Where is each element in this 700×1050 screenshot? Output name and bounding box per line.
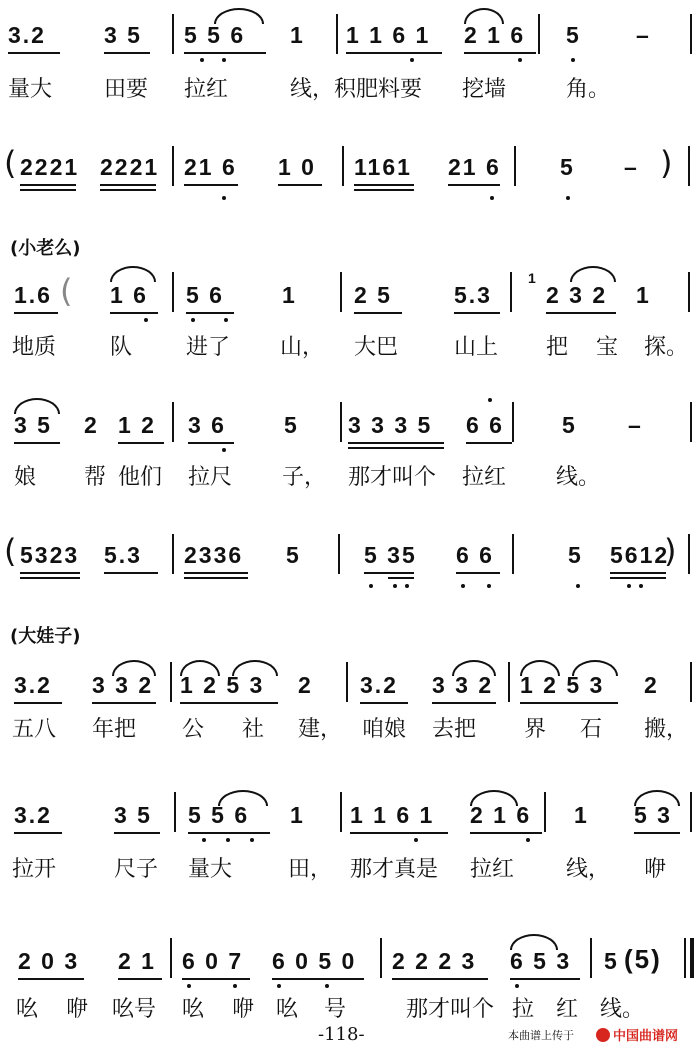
slur (470, 790, 518, 806)
bar-line (172, 534, 174, 574)
bar-line (684, 938, 686, 978)
underline (354, 184, 414, 186)
bar-line (690, 662, 692, 702)
underline (100, 184, 156, 186)
bar-line (514, 146, 516, 186)
underline (610, 577, 666, 579)
lyric: 线。 (600, 997, 645, 1022)
low-dot (410, 58, 414, 62)
low-dot (250, 838, 254, 842)
note-group: 3 6 (188, 412, 226, 438)
slur (214, 8, 264, 24)
low-dot (325, 984, 329, 988)
page-number: -118- (318, 1024, 365, 1045)
note-group: 5 (604, 948, 619, 974)
note-group: 2221 (100, 154, 160, 180)
underline (466, 442, 512, 444)
bar-line (690, 792, 692, 832)
note-group: 1 (574, 802, 589, 828)
low-dot (515, 984, 519, 988)
lyric: 线， (566, 857, 611, 882)
note-group: 5.3 (454, 282, 492, 308)
bar-line (170, 662, 172, 702)
lyric: 进了 (186, 335, 231, 360)
dash-hold: – (628, 412, 643, 438)
lyric: 量大 (8, 77, 53, 102)
note-group: 2336 (184, 542, 244, 568)
note-group: 2 1 6 (470, 802, 532, 828)
underline (510, 978, 580, 980)
low-dot (144, 318, 148, 322)
lyric: 那才叫个 (406, 997, 495, 1022)
note-group: 6 6 (466, 412, 504, 438)
underline (392, 978, 488, 980)
lyric: 界 (524, 717, 547, 742)
note-group: 2 (84, 412, 99, 438)
underline (388, 577, 414, 579)
lyric: 线。 (556, 465, 601, 490)
underline (464, 52, 536, 54)
bar-line (174, 792, 176, 832)
final-bar-line (690, 938, 694, 978)
slur (570, 266, 616, 282)
lyric: 建， (298, 717, 343, 742)
underline (92, 702, 156, 704)
bar-line (172, 272, 174, 312)
lyric: 帮 (84, 465, 107, 490)
bar-line (688, 272, 690, 312)
lyric: 拉红 (184, 77, 229, 102)
note-group: 2 0 3 (18, 948, 80, 974)
note-group: 5 35 (364, 542, 417, 568)
lyric: 公 (182, 717, 205, 742)
note-group: 6 0 5 0 (272, 948, 357, 974)
underline (354, 312, 402, 314)
low-dot (224, 318, 228, 322)
underline (18, 978, 84, 980)
note-group: 5 (566, 22, 581, 48)
note-group: 1 (290, 802, 305, 828)
lyric: 地质 (12, 335, 57, 360)
underline (346, 52, 442, 54)
bar-line (512, 534, 514, 574)
singer-label: (大娃子) (10, 626, 81, 647)
lyric: 娘 (14, 465, 37, 490)
lyric: 咿 (66, 997, 89, 1022)
singer-label: (小老么) (10, 238, 81, 259)
note-group: 5323 (20, 542, 80, 568)
low-dot (490, 196, 494, 200)
underline (272, 978, 364, 980)
bar-line (688, 534, 690, 574)
note-group: 3.2 (14, 802, 52, 828)
lyric: 拉尺 (188, 465, 233, 490)
note-group: 1 (282, 282, 297, 308)
underline (360, 702, 408, 704)
underline (432, 702, 496, 704)
underline (20, 184, 76, 186)
close-paren: ) (660, 144, 673, 182)
bar-line (338, 534, 340, 574)
bar-line (342, 146, 344, 186)
underline (118, 442, 164, 444)
lyric: 把 (546, 335, 569, 360)
note-group: 21 6 (448, 154, 501, 180)
lyric: 吆 (16, 997, 39, 1022)
note-group: 2 3 2 (546, 282, 608, 308)
underline (14, 832, 62, 834)
lyric: 去把 (432, 717, 477, 742)
slur (572, 660, 618, 676)
underline (520, 702, 618, 704)
bar-line (172, 402, 174, 442)
underline (20, 577, 80, 579)
note-group: 3.2 (360, 672, 398, 698)
underline (634, 832, 680, 834)
lyric: 搬， (644, 717, 689, 742)
underline (20, 572, 80, 574)
lyric: 拉红 (462, 465, 507, 490)
bar-line (690, 14, 692, 54)
open-paren: ( (4, 532, 17, 570)
bar-line (688, 146, 690, 186)
lyric: 探。 (644, 335, 689, 360)
underline (354, 189, 414, 191)
lyric: 量大 (188, 857, 233, 882)
underline (14, 312, 58, 314)
lyric: 挖墙 (462, 77, 507, 102)
underline (610, 572, 666, 574)
slur (634, 790, 680, 806)
lyric: 五八 (12, 717, 57, 742)
bar-line (340, 792, 342, 832)
bar-line (340, 402, 342, 442)
note-group: 1 1 6 1 (350, 802, 435, 828)
slur (464, 8, 504, 24)
underline (348, 442, 444, 444)
low-dot (277, 984, 281, 988)
underline (184, 52, 266, 54)
note-group: 2 2 2 3 (392, 948, 477, 974)
note-group: 1 (290, 22, 305, 48)
lyric: 咱娘 (362, 717, 407, 742)
low-dot (414, 838, 418, 842)
lyric: 角。 (566, 77, 611, 102)
low-dot (627, 584, 631, 588)
lyric: 吆 (276, 997, 299, 1022)
low-dot (202, 838, 206, 842)
underline (20, 189, 76, 191)
slur (452, 660, 496, 676)
underline (104, 572, 158, 574)
lyric: 吆 (182, 997, 205, 1022)
bar-line (172, 146, 174, 186)
note-group: 21 6 (184, 154, 237, 180)
note-group: 5 5 6 (184, 22, 246, 48)
open-paren: ( (4, 144, 17, 182)
low-dot (393, 584, 397, 588)
note-group: 3 3 3 5 (348, 412, 433, 438)
low-dot (526, 838, 530, 842)
note-group: 1 (636, 282, 651, 308)
close-paren: ) (664, 532, 677, 570)
bar-line (510, 272, 512, 312)
lyric: 尺子 (114, 857, 159, 882)
note-group: 1 0 (278, 154, 316, 180)
note-group: 6 6 (456, 542, 494, 568)
note-group: 1 2 5 3 (180, 672, 265, 698)
underline (546, 312, 616, 314)
lyric: 年把 (92, 717, 137, 742)
low-dot (187, 984, 191, 988)
underline (14, 442, 60, 444)
slur (14, 398, 60, 414)
slur (218, 790, 268, 806)
bar-line (590, 938, 592, 978)
low-dot (566, 196, 570, 200)
note-group: 3 5 (14, 412, 52, 438)
underline (104, 52, 150, 54)
underline (182, 978, 250, 980)
lyric: 社 (242, 717, 265, 742)
low-dot (222, 58, 226, 62)
low-dot (222, 196, 226, 200)
low-dot (487, 584, 491, 588)
note-group: 5 (560, 154, 575, 180)
bar-line (512, 402, 514, 442)
note-group: 2 1 (118, 948, 156, 974)
lyric: 大巴 (354, 335, 399, 360)
lyric: 线，积肥料要 (290, 77, 423, 102)
lyric: 那才叫个 (348, 465, 437, 490)
bar-line (544, 792, 546, 832)
lyric: 拉 (512, 997, 535, 1022)
note-group: 1 1 6 1 (346, 22, 431, 48)
note-group: 3 5 (114, 802, 152, 828)
underline (114, 832, 160, 834)
low-dot (571, 58, 575, 62)
lyric: 他们 (118, 465, 163, 490)
dash-hold: – (624, 154, 639, 180)
note-group: 1.6 (14, 282, 52, 308)
note-group: 2 1 6 (464, 22, 526, 48)
note-group: 2 5 (354, 282, 392, 308)
lyric: 拉开 (12, 857, 57, 882)
slur (110, 266, 156, 282)
slur (112, 660, 156, 676)
lyric: 队 (110, 335, 133, 360)
bar-line (170, 938, 172, 978)
underline (100, 189, 156, 191)
note-group: 1161 (354, 154, 412, 180)
note-group: 3.2 (8, 22, 46, 48)
bar-line (336, 14, 338, 54)
logo-text: 中国曲谱网 (613, 1029, 679, 1044)
high-dot (488, 398, 492, 402)
note-group: 2 (298, 672, 313, 698)
note-group: 3 5 (104, 22, 142, 48)
bar-line (690, 402, 692, 442)
dash-hold: – (636, 22, 651, 48)
underline (118, 978, 162, 980)
note-group: 1 2 (118, 412, 156, 438)
lyric: 咿 (644, 857, 667, 882)
lyric: 号 (324, 997, 347, 1022)
underline (184, 184, 238, 186)
slur (520, 660, 560, 676)
slur (510, 934, 558, 950)
low-dot (200, 58, 204, 62)
low-dot (405, 584, 409, 588)
lyric: 子， (282, 465, 327, 490)
underline (188, 832, 270, 834)
underline (188, 442, 234, 444)
underline (8, 52, 60, 54)
underline (364, 572, 414, 574)
note-group: 5 (568, 542, 583, 568)
note-group: 5 3 (634, 802, 672, 828)
note-group: 3.2 (14, 672, 52, 698)
lyric: 山上 (454, 335, 499, 360)
note-group: 5 5 6 (188, 802, 250, 828)
bar-line (380, 938, 382, 978)
note-group: 5.3 (104, 542, 142, 568)
slur (232, 660, 278, 676)
note-group: 3 3 2 (432, 672, 494, 698)
lyric: 宝 (596, 335, 619, 360)
note-group: 5 (562, 412, 577, 438)
note-group: 5612 (610, 542, 670, 568)
note-group: 3 3 2 (92, 672, 154, 698)
lyric: 吆号 (112, 997, 157, 1022)
bar-line (538, 14, 540, 54)
note-group: (5) (624, 944, 662, 974)
underline (110, 312, 158, 314)
note-group: 6 5 3 (510, 948, 572, 974)
lyric: 石 (580, 717, 603, 742)
note-group: 6 0 7 (182, 948, 244, 974)
low-dot (639, 584, 643, 588)
low-dot (191, 318, 195, 322)
low-dot (233, 984, 237, 988)
note-group: 5 6 (186, 282, 224, 308)
logo-icon (596, 1028, 610, 1042)
low-dot (222, 448, 226, 452)
underline (278, 184, 322, 186)
underline (186, 312, 234, 314)
low-dot (369, 584, 373, 588)
note-group: 2221 (20, 154, 80, 180)
faint-mark: ( (60, 272, 73, 310)
low-dot (226, 838, 230, 842)
underline (448, 184, 500, 186)
underline (180, 702, 278, 704)
low-dot (518, 58, 522, 62)
underline (184, 577, 248, 579)
slur (180, 660, 220, 676)
lyric: 那才真是 (350, 857, 439, 882)
lyric: 田， (288, 857, 333, 882)
underline (456, 572, 500, 574)
lyric: 咿 (232, 997, 255, 1022)
bar-line (346, 662, 348, 702)
note-group: 2 (644, 672, 659, 698)
note-group: 1 6 (110, 282, 148, 308)
grace-note: 1 (528, 270, 538, 286)
low-dot (461, 584, 465, 588)
lyric: 田要 (104, 77, 149, 102)
note-group: 5 (284, 412, 299, 438)
underline (348, 447, 444, 449)
underline (350, 832, 448, 834)
bar-line (172, 14, 174, 54)
low-dot (576, 584, 580, 588)
note-group: 1 2 5 3 (520, 672, 605, 698)
upload-note: 本曲谱上传于 (508, 1029, 574, 1042)
bar-line (508, 662, 510, 702)
bar-line (340, 272, 342, 312)
site-logo (596, 1025, 678, 1044)
lyric: 山， (280, 335, 325, 360)
underline (470, 832, 542, 834)
note-group: 5 (286, 542, 301, 568)
underline (184, 572, 248, 574)
lyric: 拉红 (470, 857, 515, 882)
lyric: 红 (556, 997, 579, 1022)
underline (454, 312, 500, 314)
underline (14, 702, 62, 704)
